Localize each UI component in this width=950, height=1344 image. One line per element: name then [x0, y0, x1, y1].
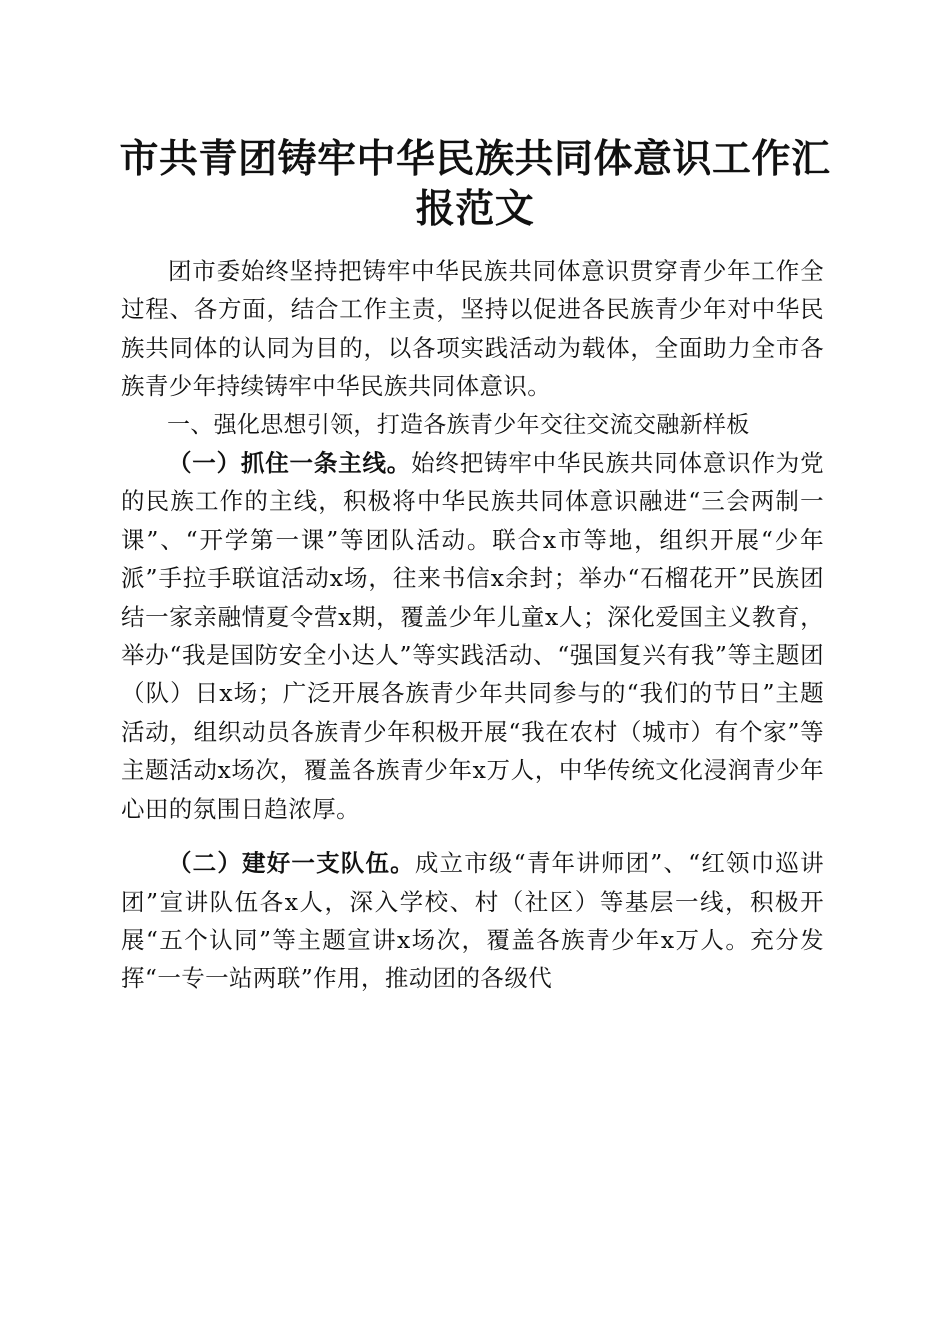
- item-1-paragraph: [121, 444, 824, 828]
- item-2-text: 成立市级“青年讲师团”、“红领巾巡讲团”宣讲队伍各x人，深入学校、村（社区）等基层一线，积极开展“五个认同”等主题宣讲x场次，覆盖各族青少年x万人。充分发挥“一专一站两联”作用，推动团的各级代: [121, 849, 824, 993]
- item-2-label: （二）建好一支队伍。: [168, 849, 415, 878]
- intro-paragraph: 团市委始终坚持把铸牢中华民族共同体意识贯穿青少年工作全过程、各方面，结合工作主责，坚持以促进各民族青少年对中华民族共同体的认同为目的，以各项实践活动为载体，全面助力全市各族青少年持续铸牢中华民族共同体意识。: [121, 257, 824, 401]
- section-heading: 一、强化思想引领，打造各族青少年交往交流交融新样板: [167, 411, 750, 438]
- item-1-text: 始终把铸牢中华民族共同体意识作为党的民族工作的主线，积极将中华民族共同体意识融进“三会两制一课”、“开学第一课”等团队活动。联合x市等地，组织开展“少年派”手拉手联谊活动x场，往来书信x余封；举办“石榴花开”民族团结一家亲融情夏令营x期，覆盖少年儿童x人；深化爱国主义教育，举办“我是国防安全小达人”等实践活动、“强国复兴有我”等主题团（队）日x场；广泛开展各族青少年共同参与的“我们的节日”主题活动，组织动员各族青少年积极开展“我在农村（城市）有个家”等主题活动x场次，覆盖各族青少年x万人，中华传统文化浸润青少年心田的氛围日趋浓厚。: [121, 449, 825, 823]
- item-1-label: （一）抓住一条主线。: [168, 449, 412, 478]
- item-2-paragraph: [121, 844, 824, 998]
- document-body: [121, 252, 824, 998]
- document-title: 市共青团铸牢中华民族共同体意识工作汇报范文: [119, 136, 831, 232]
